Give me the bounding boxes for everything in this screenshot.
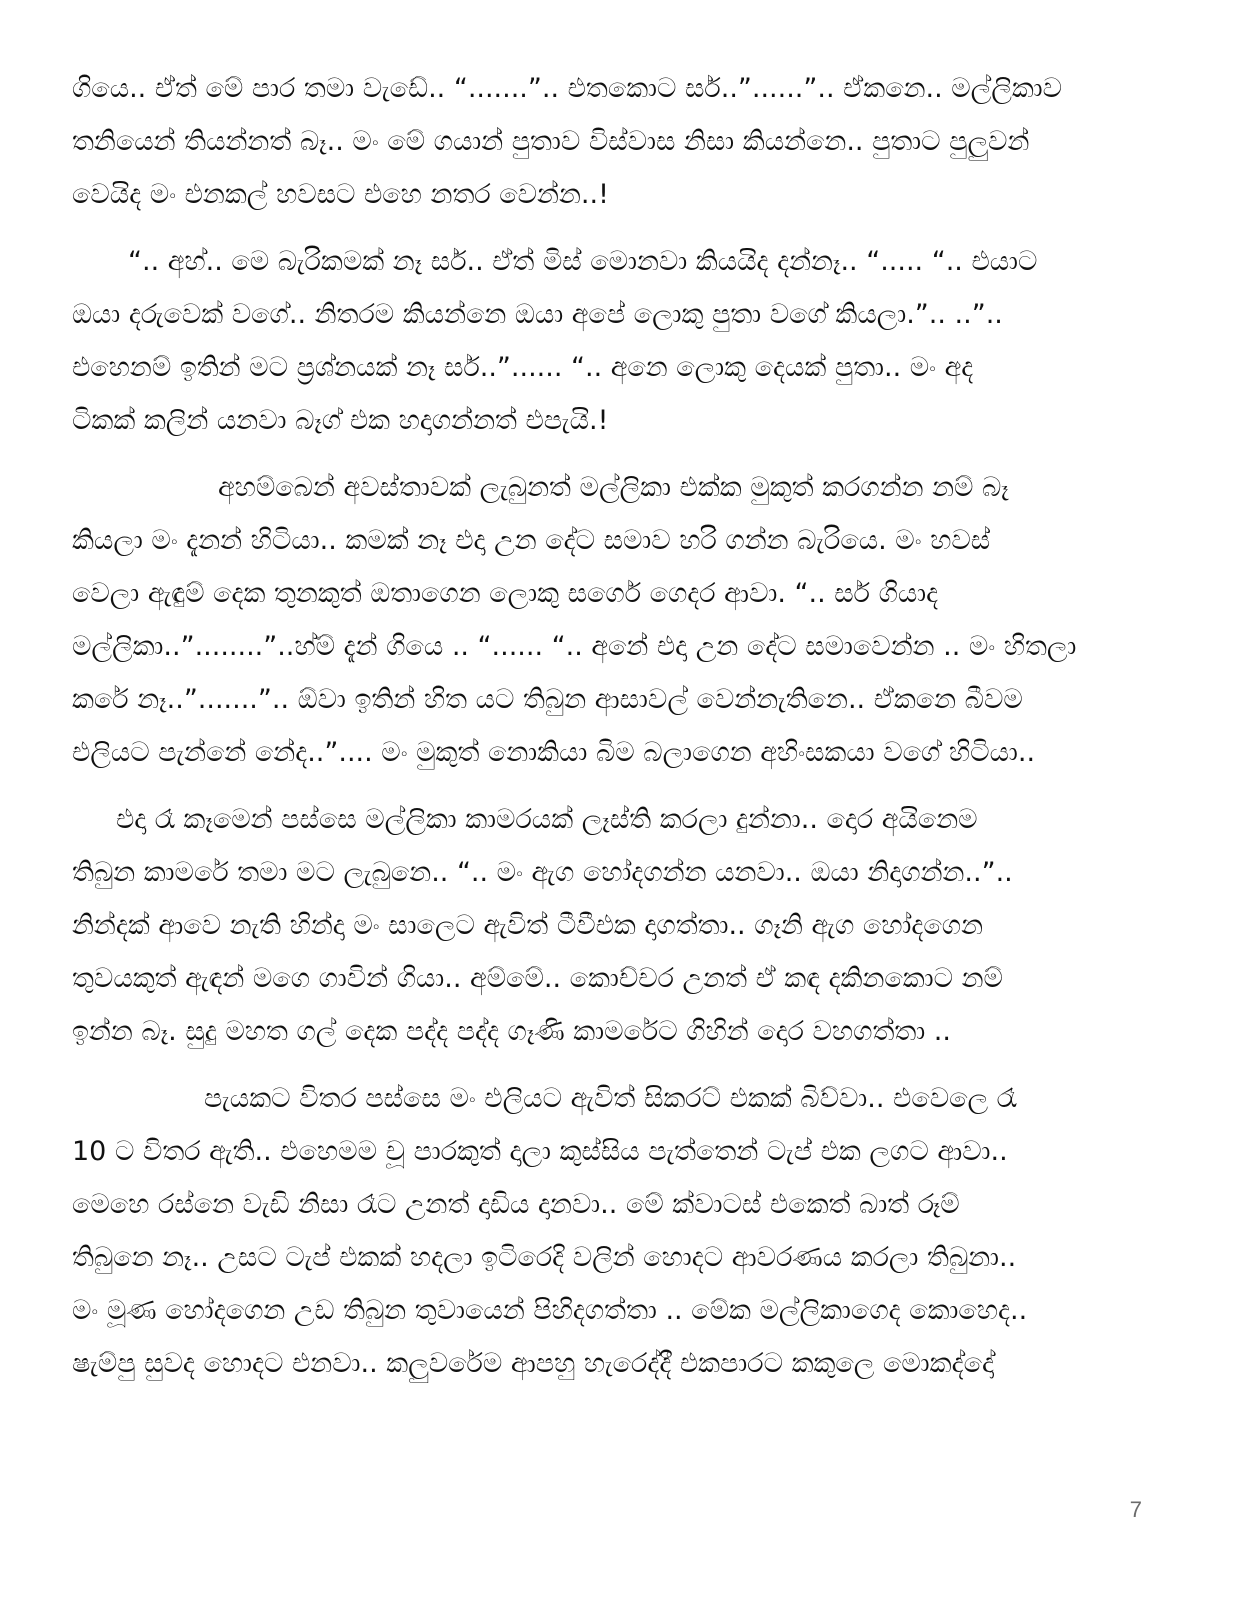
text-line: “.. අහ්.. මෙ බැරිකමක් නෑ සර්.. ඒත් මිස් මොනවා කියයිද දන්නෑ.. “..... “.. එයාට xyxy=(128,246,1038,277)
text-line: එදා රෑ කෑමෙන් පස්සෙ මල්ලිකා කාමරයක් ලෑස්ති කරලා දුන්නා.. දොර අයිනෙම xyxy=(116,804,978,835)
story-text xyxy=(72,62,1152,1390)
text-line: පැයකට විතර පස්සෙ මං එලියට ඇවිත් සිකරට් එකක් බිව්වා.. එවෙලෙ රෑ xyxy=(204,1083,1017,1114)
paragraph-5 xyxy=(72,1072,1152,1390)
text-line: මල්ලිකා..”........”..හ්ම් දැන් ගියෙ .. “...... “.. අනේ එදා උන දේට සමාවෙන්න .. මං හිතලා xyxy=(72,631,1077,662)
text-line: කරේ නෑ..”.......”.. ඕවා ඉතින් හිත යට තිබුන ආසාවල් වෙන්නැතිනෙ.. ඒකනෙ බීවම xyxy=(72,684,1023,715)
paragraph-1 xyxy=(72,62,1152,221)
text-line: ඉන්න බෑ. සුදු මහත ගල් දෙක පද්ද පද්ද ගෑණි කාමරේට ගිහින් දොර වහගත්තා .. xyxy=(72,1016,951,1047)
text-line: අහම්බෙන් අවස්තාවක් ලැබුනත් මල්ලිකා එක්ක මුකුත් කරගන්න නම් බෑ xyxy=(218,472,1009,503)
text-line: තුවයකුත් ඇඳන් මගෙ ගාවින් ගියා.. අම්මේ.. කොච්චර උනත් ඒ කඳ දකිනකොට නම් xyxy=(72,963,1003,994)
text-line: එහෙනම් ඉතින් මට ප්‍රශ්නයක් නෑ සර්..”...... “.. අනෙ ලොකු දෙයක් පුතා.. මං අද xyxy=(72,352,974,383)
text-line: ෂැම්පු සුවද හොදට එනවා.. කලුවරේම ආපහු හැරෙද්දී එකපාරට කකුලෙ මොකද්දෝ xyxy=(72,1348,994,1379)
text-line: මං මූණ හෝදගෙන උඩ තිබුන තුවායෙන් පිහිදගත්තා .. මේක මල්ලිකාගෙද කොහෙද.. xyxy=(72,1295,1028,1326)
text-line: නින්දක් ආවෙ නැති හින්දා මං සාලෙට ඇවිත් ටීවීඑක දාගත්තා.. ගෑනි ඇග හෝදගෙන xyxy=(72,910,983,941)
text-line: ටිකක් කලින් යනවා බෑග් එක හදාගන්නත් එපැයි.! xyxy=(72,405,609,436)
paragraph-2 xyxy=(72,235,1152,447)
text-line: වෙලා ඇඳුම් දෙක තුනකුත් ඔතාගෙන ලොකු සර්ගෙ ගෙදර ආවා. “.. සර් ගියාද xyxy=(72,578,939,609)
text-line: තිබුනෙ නෑ.. උසට ටැප් එකක් හදලා ඉටිරෙදි වලින් හොදට ආවරණය කරලා තිබුනා.. xyxy=(72,1242,1017,1273)
text-line: 10 ට විතර ඇති.. එහෙමම චූ පාරකුත් දාලා කුස්සිය පැත්තෙන් ටැප් එක ලගට ආවා.. xyxy=(72,1136,1008,1167)
page-number: 7 xyxy=(1129,1497,1142,1522)
text-line: මෙහෙ රස්නෙ වැඩි නිසා රෑට උනත් දාඩිය දානවා.. මේ ක්වාටස් එකෙත් බාත් රූම් xyxy=(72,1189,960,1220)
paragraph-3 xyxy=(72,461,1152,779)
text-line: තිබුන කාමරේ තමා මට ලැබුනෙ.. “.. මං ඇග හෝදගන්න යනවා.. ඔයා නිදාගන්න..”.. xyxy=(72,857,1013,888)
text-line: තනියෙන් තියන්නත් බෑ.. මං මේ ගයාන් පුතාව විස්වාස නිසා කියන්නෙ.. පුතාට පුලුවන් xyxy=(72,126,1030,157)
text-line: කියලා මං දැනන් හිටියා.. කමක් නෑ එදා උන දේට සමාව හරි ගන්න බැරියෙ. මං හවස් xyxy=(72,525,991,556)
text-line: වෙයිද මං එනකල් හවසට එහෙ නතර වෙන්න..! xyxy=(72,179,609,210)
text-line: ගියෙ.. ඒත් මේ පාර තමා වැඩේ.. “.......”.. එතකොට සර්..”......”.. ඒකනෙ.. මල්ලිකාව xyxy=(72,73,1063,104)
text-line: ඔයා දරුවෙක් වගේ.. නිතරම කියන්නෙ ඔයා අපේ ලොකු පුතා වගේ කියලා.”.. ..”.. xyxy=(72,299,1003,330)
paragraph-4 xyxy=(72,793,1152,1058)
text-line: එලියට පැන්නේ නේද..”.... මං මුකුත් නොකියා බිම බලාගෙන අහිංසකයා වගේ හිටියා.. xyxy=(72,737,1036,768)
